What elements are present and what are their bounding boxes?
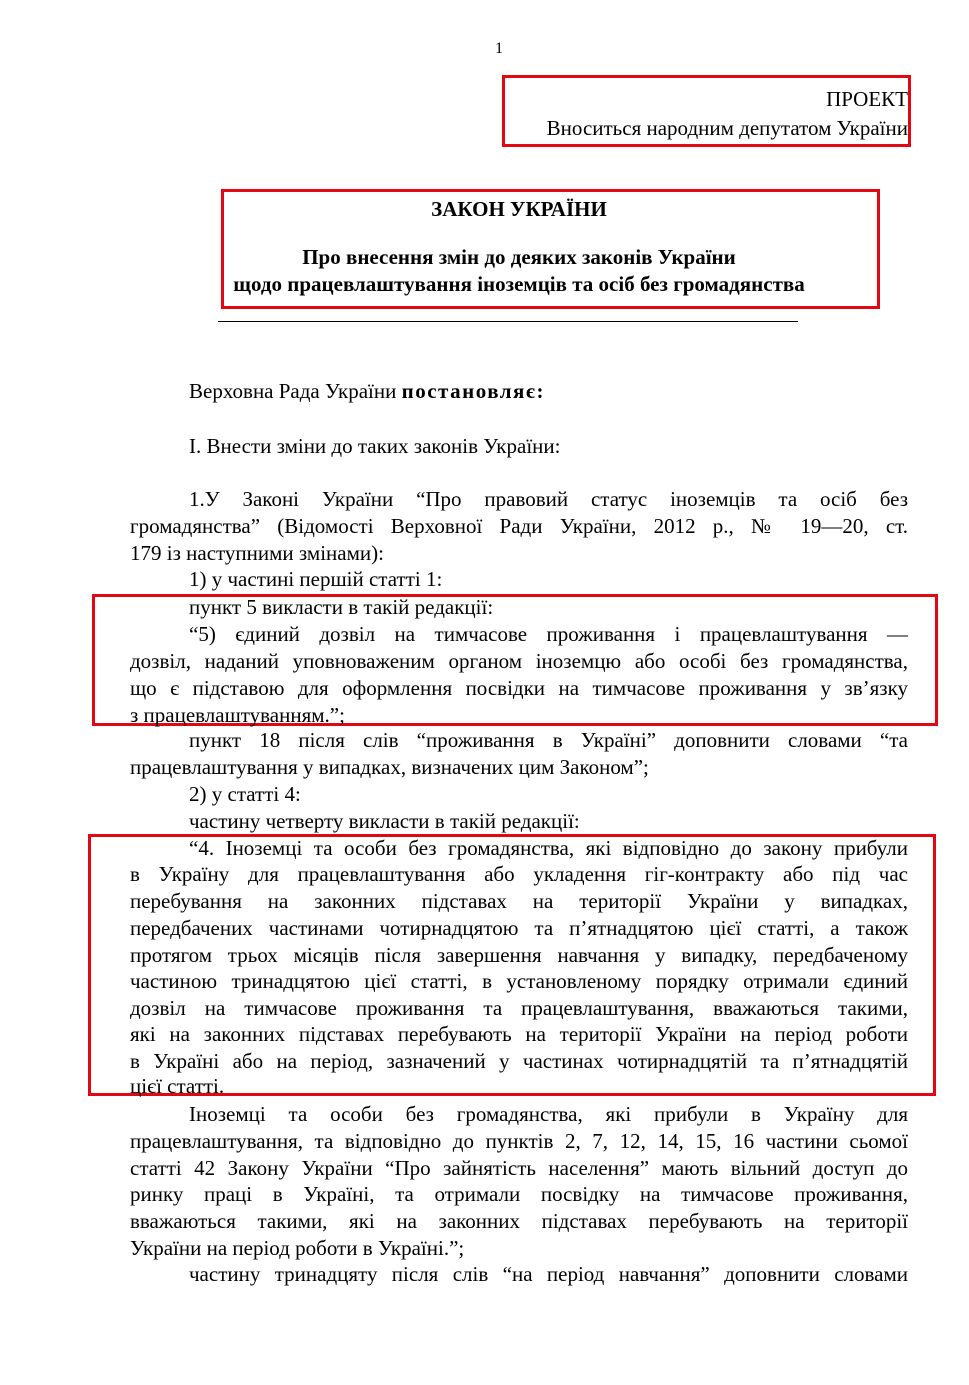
body-line: працевлаштування у випадках, визначених цим Законом”;	[130, 755, 649, 779]
body-line: що є підставою для оформлення посвідки на тимчасове проживання у зв’язку	[130, 676, 908, 700]
body-line: ринку праці в Україні, та отримали посвідку на тимчасове проживання,	[130, 1182, 908, 1206]
body-line: перебування на законних підставах на території України у випадках,	[130, 889, 908, 913]
preamble-emphasis: постановляє:	[401, 379, 545, 403]
body-line: “4. Іноземці та особи без громадянства, які відповідно до закону прибули	[189, 836, 908, 860]
body-line: передбачених частинами чотирнадцятою та п’ятнадцятою цієї статті, а також	[130, 916, 908, 940]
law-subtitle-line-1: Про внесення змін до деяких законів України	[302, 245, 736, 269]
body-line: дозвіл на тимчасове проживання та працевлаштування, вважаються такими,	[130, 996, 908, 1020]
body-line: “5) єдиний дозвіл на тимчасове проживання і працевлаштування —	[189, 622, 908, 646]
body-line: 1) у частині першій статті 1:	[189, 567, 443, 591]
project-status: ПРОЕКТ	[826, 87, 908, 111]
project-submitter: Вноситься народним депутатом України	[546, 116, 908, 140]
body-line: в Україну для працевлаштування або укладення гіг-контракту або під час	[130, 862, 908, 886]
body-line: в Україні або на період, зазначений у частинах чотирнадцятій та п’ятнадцятій	[130, 1049, 908, 1073]
body-line: частину тринадцяту після слів “на період навчання” доповнити словами	[189, 1262, 908, 1286]
title-divider	[218, 321, 798, 322]
body-line: Іноземці та особи без громадянства, які прибули в Україну для	[189, 1102, 908, 1126]
body-line: з працевлаштуванням.”;	[130, 703, 345, 727]
body-line: 179 із наступними змінами):	[130, 541, 384, 565]
body-line: дозвіл, наданий уповноваженим органом іноземцю або особі без громадянства,	[130, 649, 908, 673]
body-line: України на період роботи в Україні.”;	[130, 1236, 465, 1260]
body-line: цієї статті.	[130, 1074, 225, 1098]
law-title: ЗАКОН УКРАЇНИ	[431, 197, 607, 221]
body-line: 2) у статті 4:	[189, 782, 301, 806]
page-number: 1	[495, 40, 503, 57]
preamble-text: Верховна Рада України	[189, 379, 402, 403]
body-line: працевлаштування, та відповідно до пунктів 2, 7, 12, 14, 15, 16 частини сьомої	[130, 1129, 908, 1153]
body-line: які на законних підставах перебувають на території України на період роботи	[130, 1022, 908, 1046]
body-line: вважаються такими, які на законних підставах перебувають на території	[130, 1209, 908, 1233]
body-line: громадянства” (Відомості Верховної Ради України, 2012 р., № 19—20, ст.	[130, 514, 908, 538]
body-line: пункт 5 викласти в такій редакції:	[189, 595, 494, 619]
body-line: 1.У Законі України “Про правовий статус іноземців та осіб без	[189, 487, 908, 511]
body-line: статті 42 Закону України “Про зайнятість населення” мають вільний доступ до	[130, 1156, 908, 1180]
section-heading: І. Внести зміни до таких законів України:	[189, 434, 561, 458]
body-line: частину четверту викласти в такій редакції:	[189, 809, 580, 833]
body-line: протягом трьох місяців після завершення навчання у випадку, передбаченому	[130, 943, 908, 967]
preamble	[189, 378, 908, 404]
body-line: частиною тринадцятою цієї статті, в установленому порядку отримали єдиний	[130, 969, 908, 993]
law-subtitle-line-2: щодо працевлаштування іноземців та осіб без громадянства	[233, 272, 805, 296]
body-line: пункт 18 після слів “проживання в Україні” доповнити словами “та	[189, 728, 908, 752]
